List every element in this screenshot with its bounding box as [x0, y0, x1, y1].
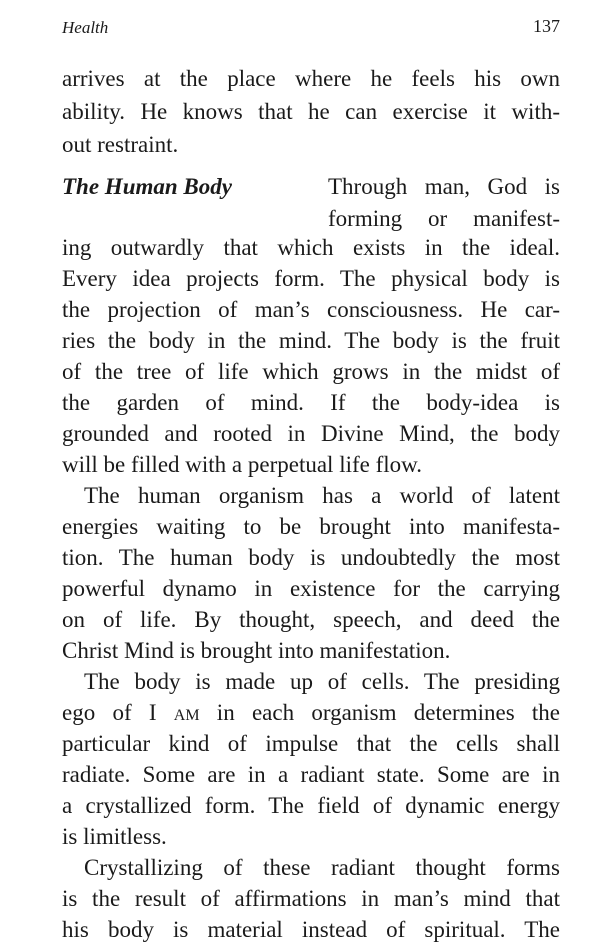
text-line: powerful dynamo in existence for the carrying: [62, 576, 560, 601]
text-line: ing outwardly that which exists in the ideal.: [62, 235, 560, 260]
text-line: Christ Mind is brought into manifestation.: [62, 638, 451, 663]
text-line: a crystallized form. The field of dynamic energy: [62, 793, 560, 818]
section-heading-row: [62, 170, 560, 204]
text-line: Crystallizing of these radiant thought forms: [84, 855, 560, 880]
small-caps-text: am: [173, 700, 200, 725]
text-line: out restraint.: [62, 132, 179, 157]
text-line: is limitless.: [62, 824, 167, 849]
text-line: Every idea projects form. The physical body is: [62, 266, 560, 291]
page-number: 137: [533, 16, 560, 36]
text-line: arrives at the place where he feels his own: [62, 66, 560, 91]
text-line: The human organism has a world of latent: [84, 483, 560, 508]
text-line: the garden of mind. If the body-idea is: [62, 390, 560, 415]
section-body: [62, 232, 560, 945]
running-head: Health: [62, 18, 109, 37]
text-line: tion. The human body is undoubtedly the most: [62, 545, 560, 570]
text-line: of the tree of life which grows in the midst of: [62, 359, 560, 384]
text-line: The body is made up of cells. The presiding: [84, 669, 560, 694]
text-line: grounded and rooted in Divine Mind, the body: [62, 421, 560, 446]
text-line: is the result of affirmations in man’s mind that: [62, 886, 560, 911]
text-line: the projection of man’s consciousness. He car-: [62, 297, 560, 322]
text-line: forming or manifest-: [328, 206, 560, 231]
text-line: will be filled with a perpetual life flow.: [62, 452, 423, 477]
text-line: ability. He knows that he can exercise it with-: [62, 99, 560, 124]
text-line: ego of I am in each organism determines the: [62, 700, 561, 725]
text-line: Through man, God is: [328, 174, 560, 199]
text-line: ries the body in the mind. The body is the fruit: [62, 328, 560, 353]
section-heading: The Human Body: [62, 174, 232, 199]
text-line: his body is material instead of spiritual. The: [62, 917, 560, 942]
opening-paragraph: [62, 62, 560, 161]
text-line: particular kind of impulse that the cells shall: [62, 731, 560, 756]
text-line: on of life. By thought, speech, and deed the: [62, 607, 560, 632]
text-line: radiate. Some are in a radiant state. Some are in: [62, 762, 560, 787]
text-line: energies waiting to be brought into manifesta-: [62, 514, 560, 539]
